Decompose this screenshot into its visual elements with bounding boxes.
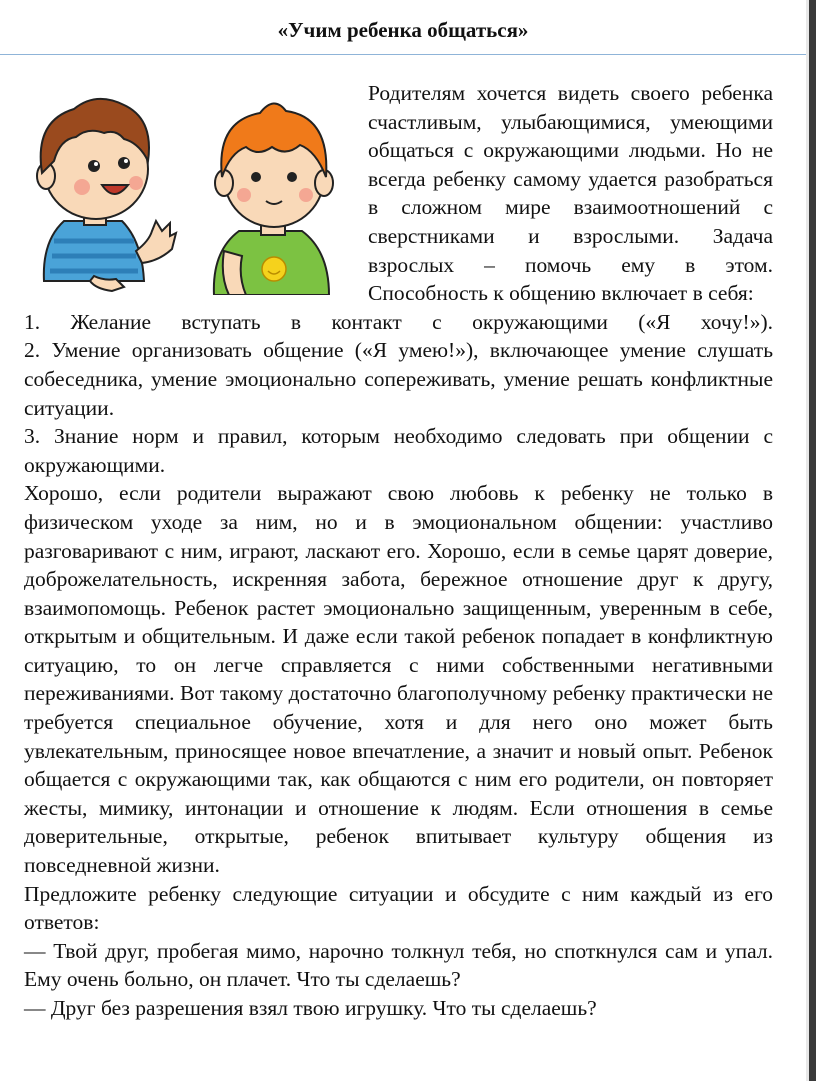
main-paragraph: Хорошо, если родители выражают свою любовь к ребенку не только в физическом уходе за ним, но и в эмоциональном общении: участливо разговаривают с ним, играют, ласкают его. Хорошо, если в семье царят доверие, доброжелательность, искренняя забота, бережное отношение друг к другу, взаимопомощь. Ребенок растет эмоционально защищенным, уверенным в себе, открытым и общительным. И даже если такой ребенок попадает в конфликтную ситуацию, то он легче справляется с ними собственными негативными переживаниями. Вот такому достаточно благополучному ребенку практически не требуется специальное обучение, хотя и для него оно может быть увлекательным, приносящее новое впечатление, а значит и новый опыт. Ребенок общается с окружающими так, как общаются с ним его родители, он повторяет жесты, мимику, интонации и отношение к людям. Если отношения в семье доверительные, открытые, ребенок впитывает культуру общения из повседневной жизни. [24, 481, 773, 878]
page-header [0, 0, 806, 55]
list-item-3: 3. Знание норм и правил, которым необходимо следовать при общении с окружающими. [24, 424, 773, 477]
right-boy-figure [214, 103, 333, 295]
list-item-1: 1. Желание вступать в контакт с окружающими («Я хочу!»). [24, 309, 773, 334]
left-boy-figure [37, 99, 176, 291]
page-title: «Учим ребенка общаться» [277, 18, 529, 42]
intro-paragraph: Родителям хочется видеть своего ребенка счастливым, улыбающимися, умеющими общаться с окружающими людьми. Но не всегда ребенку самому удается разобраться в сложном мире взаимоотношений с сверстниками и взрослыми. Задача взрослых – помочь ему в этом. Способность к общению включает в себя: [368, 81, 773, 306]
situation-2: — Друг без разрешения взял твою игрушку. Что ты сделаешь? [24, 996, 597, 1020]
list-item-2: 2. Умение организовать общение («Я умею!»), включающее умение слушать собеседника, умение эмоционально сопереживать, умение решать конфликтные ситуации. [24, 338, 773, 420]
boys-illustration-icon [24, 81, 360, 295]
prompt-paragraph: Предложите ребенку следующие ситуации и обсудите с ним каждый из его ответов: [24, 881, 773, 935]
situation-1: — Твой друг, пробегая мимо, нарочно толкнул тебя, но споткнулся сам и упал. Ему очень больно, он плачет. Что ты сделаешь? [24, 938, 773, 992]
page-scroll-edge [809, 0, 816, 1081]
article-body [24, 79, 773, 1023]
two-talking-boys-illustration [24, 81, 360, 295]
